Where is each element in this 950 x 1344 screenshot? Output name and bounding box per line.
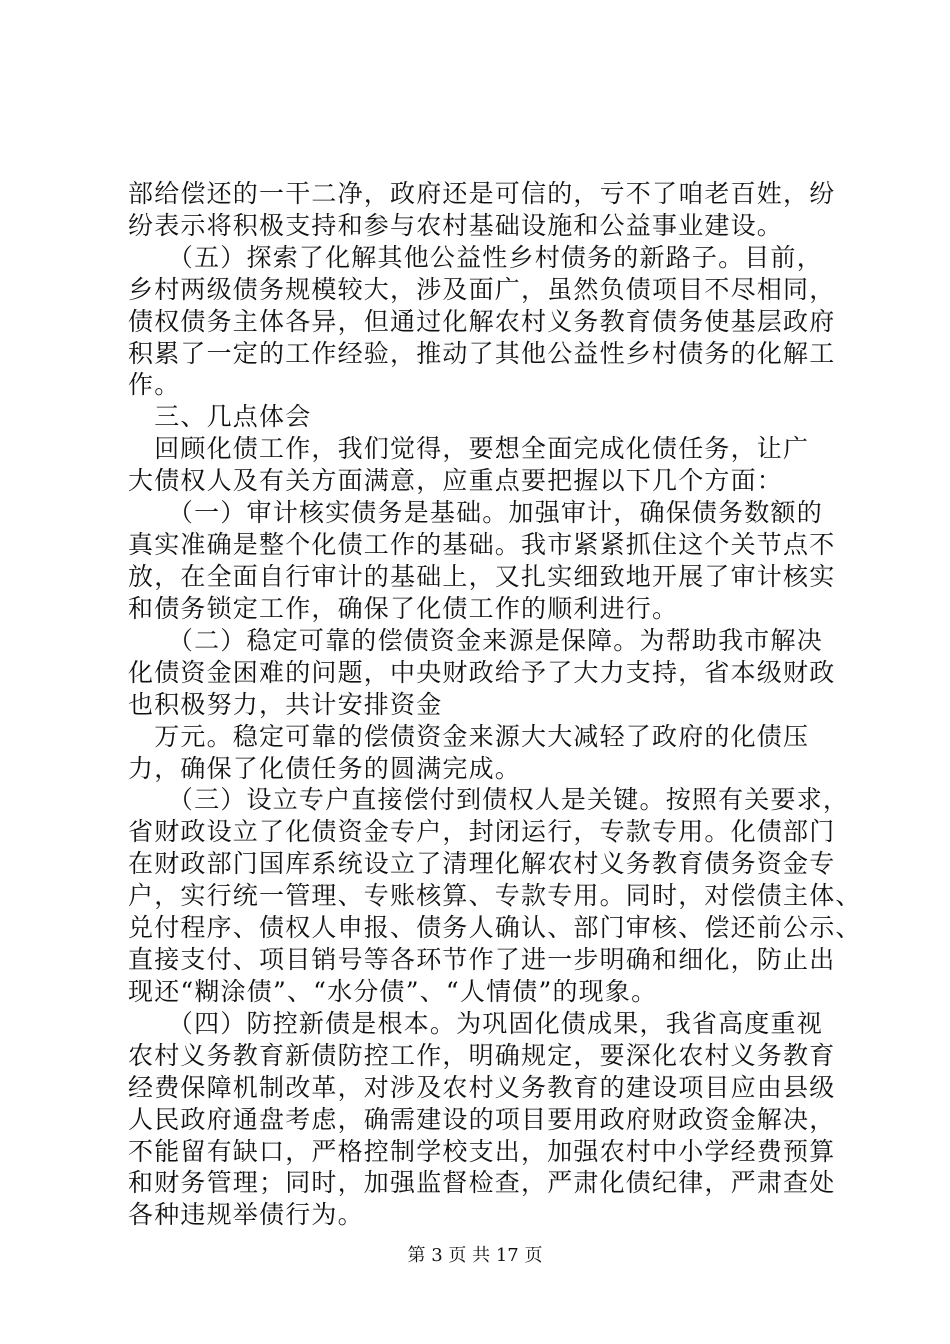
body-text-line: 在财政部门国库系统设立了清理化解农村义务教育债务资金专 — [128, 849, 836, 878]
body-text-line: 作。 — [128, 370, 181, 399]
body-text-line: 也积极努力，共计安排资金 — [128, 690, 443, 719]
body-text-line: 各种违规举债行为。 — [128, 1200, 364, 1229]
body-text-line: （二）稳定可靠的偿债资金来源是保障。为帮助我市解决 — [128, 626, 823, 655]
body-text-line: （五）探索了化解其他公益性乡村债务的新路子。目前， — [128, 243, 823, 272]
body-text-line: 部给偿还的一干二净，政府还是可信的，亏不了咱老百姓，纷 — [128, 179, 836, 208]
body-text-line: 真实准确是整个化债工作的基础。我市紧紧抓住这个关节点不 — [128, 530, 836, 559]
body-text-line: 和债务锁定工作，确保了化债工作的顺利进行。 — [128, 594, 679, 623]
body-text-line: 积累了一定的工作经验，推动了其他公益性乡村债务的化解工 — [128, 339, 836, 368]
body-text-line: 经费保障机制改革，对涉及农村义务教育的建设项目应由县级 — [128, 1073, 836, 1102]
body-text-line: （四）防控新债是根本。为巩固化债成果，我省高度重视 — [128, 1009, 823, 1038]
body-text-line: 和财务管理；同时，加强监督检查，严肃化债纪律，严肃查处 — [128, 1168, 836, 1197]
body-text-line: （一）审计核实债务是基础。加强审计，确保债务数额的 — [128, 498, 823, 527]
body-text-line: （三）设立专户直接偿付到债权人是关键。按照有关要求， — [128, 785, 850, 814]
body-text-line: 放，在全面自行审计的基础上，又扎实细致地开展了审计核实 — [128, 562, 836, 591]
body-text-line: 债权债务主体各异，但通过化解农村义务教育债务使基层政府 — [128, 307, 836, 336]
body-text-line: 人民政府通盘考虑，确需建设的项目要用政府财政资金解决， — [128, 1105, 836, 1134]
body-text-line: 乡村两级债务规模较大，涉及面广，虽然负债项目不尽相同， — [128, 275, 836, 304]
body-text-line: 大债权人及有关方面满意，应重点要把握以下几个方面： — [128, 466, 784, 495]
section-heading: 三、几点体会 — [128, 402, 312, 431]
page-footer: 第 3 页 共 17 页 — [407, 1245, 543, 1266]
body-text-line: 兑付程序、债权人申报、债务人确认、部门审核、偿还前公示、 — [128, 913, 862, 942]
body-text-line: 直接支付、项目销号等各环节作了进一步明确和细化，防止出 — [128, 945, 836, 974]
body-text-line: 回顾化债工作，我们觉得，要想全面完成化债任务，让广 — [128, 434, 810, 463]
body-text-line: 力，确保了化债任务的圆满完成。 — [128, 754, 522, 783]
body-text-line: 纷表示将积极支持和参与农村基础设施和公益事业建设。 — [128, 211, 784, 240]
body-text-line: 农村义务教育新债防控工作，明确规定，要深化农村义务教育 — [128, 1041, 836, 1070]
body-text-line: 不能留有缺口，严格控制学校支出，加强农村中小学经费预算 — [128, 1137, 836, 1166]
body-text-line: 万元。稳定可靠的偿债资金来源大大减轻了政府的化债压 — [128, 722, 810, 751]
body-text-line: 化债资金困难的问题，中央财政给予了大力支持，省本级财政 — [128, 658, 836, 687]
body-text-line: 户，实行统一管理、专账核算、专款专用。同时，对偿债主体、 — [128, 881, 862, 910]
body-text-line: 现还“糊涂债”、“水分债”、“人情债”的现象。 — [128, 977, 658, 1006]
body-text-line: 省财政设立了化债资金专户，封闭运行，专款专用。化债部门 — [128, 817, 836, 846]
